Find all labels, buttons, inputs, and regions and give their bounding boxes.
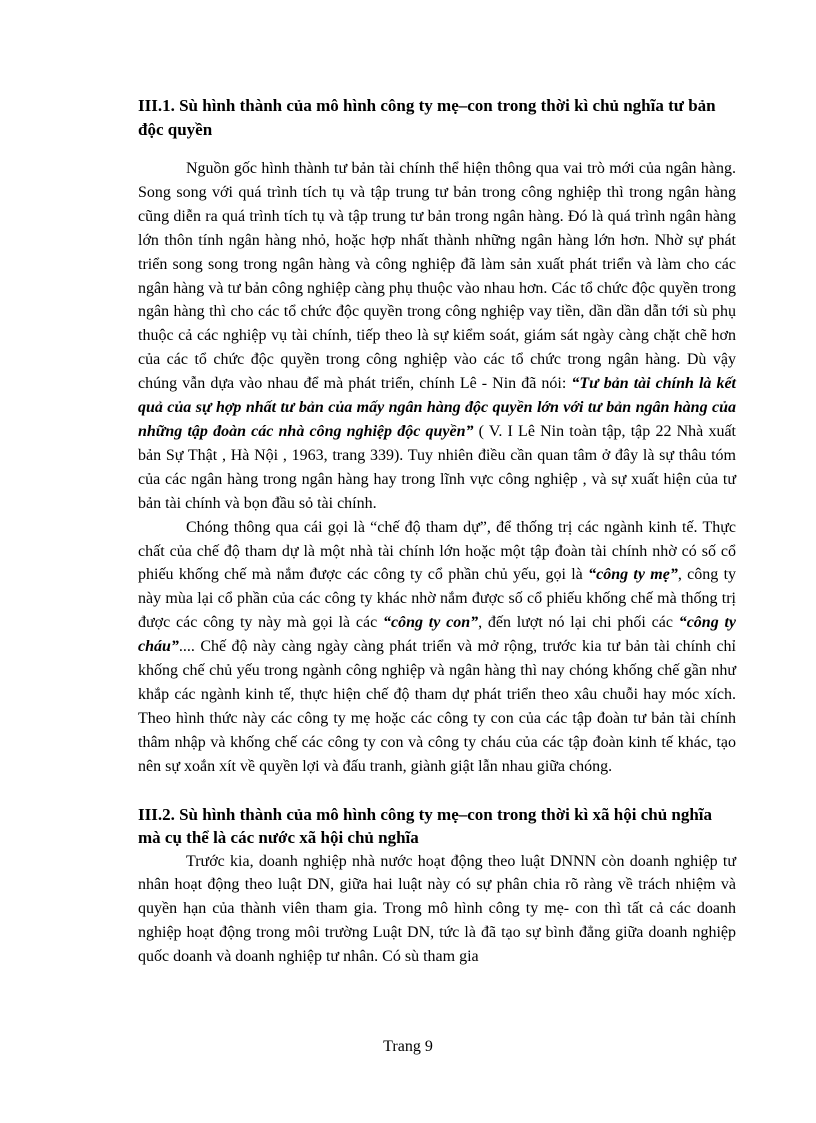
document-page (138, 94, 736, 969)
section-2-heading: III.2. Sù hình thành của mô hình công ty mẹ–con trong thời kì xã hội chủ nghĩa mà cụ thể là các nước xã hội chủ nghĩa (138, 804, 713, 848)
paragraph-text: , đến lượt nó lại chi phối các (478, 614, 679, 632)
section-1-paragraph-2 (138, 516, 736, 779)
section-1-heading: III.1. Sù hình thành của mô hình công ty mẹ–con trong thời kì chủ nghĩa tư bản độc quyền (138, 96, 716, 139)
paragraph-text: ( V. I Lê Nin toàn tập, tập 22 Nhà xuất bản Sự Thật , Hà Nội , 1963, trang 339). Tuy nhiên điều cần quan tâm ở đây là sự thâu tóm của các ngân hàng trong ngân hàng hay trong lĩnh vực công nghiệp , và sự xuất hiện của tư bản tài chính và bọn đầu sỏ tài chính. (138, 422, 736, 512)
paragraph-text: Nguồn gốc hình thành tư bản tài chính thể hiện thông qua vai trò mới của ngân hàng. Song song với quá trình tích tụ và tập trung tư bản trong công nghiệp thì trong ngân hàng cũng diễn ra quá trình tích tụ và tập trung tư bản trong ngân hàng. Đó là quá trình ngân hàng lớn thôn tính ngân hàng nhỏ, hoặc hợp nhất thành những ngân hàng lớn hơn. Nhờ sự phát triển song song trong ngân hàng và công nghiệp đã làm sản xuất phát triển và làm cho các ngân hàng và tư bản công nghiệp càng phụ thuộc vào nhau hơn. Các tổ chức độc quyền trong ngân hàng thì cho các tổ chức độc quyền trong công nghiệp vay tiền, dần dần dẫn tới sù phụ thuộc cả các nghiệp vụ tài chính, tiếp theo là sự kiểm soát, giám sát ngày càng chặt chẽ hơn của các tổ chức độc quyền trong công nghiệp vào các tổ chức trong ngân hàng. Dù vậy chúng vẫn dựa vào nhau để mà phát triển, chính Lê - Nin đã nói: (138, 160, 736, 393)
page-number: Trang 9 (383, 1038, 433, 1055)
term-grandchild-company: “công ty cháu” (138, 614, 737, 656)
term-parent-company: “công ty mẹ” (588, 566, 678, 584)
paragraph-text: .... Chế độ này càng ngày càng phát triển và mở rộng, trước kia tư bản tài chính chỉ khống chế chủ yếu trong ngành công nghiệp và ngân hàng thì nay chóng khống chế gần như khắp các ngành kinh tế, thực hiện chế độ tham dự phát triển theo xâu chuỗi hay móc xích. Theo hình thức này các công ty mẹ hoặc các công ty con của các tập đoàn tư bản tài chính thâm nhập và khống chế các công ty con và công ty cháu của các tập đoàn kinh tế khác, tạo nên sự xoắn xít về quyền lợi và đấu tranh, giành giật lẫn nhau giữa chóng. (138, 638, 736, 775)
lenin-quote: “Tư bản tài chính là kết quả của sự hợp nhất tư bản của mấy ngân hàng độc quyền lớn với tư bản ngân hàng của những tập đoàn các nhà công nghiệp độc quyền” (138, 375, 737, 440)
paragraph-text: Chóng thông qua cái gọi là “chế độ tham dự”, để thống trị các ngành kinh tế. Thực chất của chế độ tham dự là một nhà tài chính lớn hoặc một tập đoàn tài chính nhờ có số cổ phiếu khống chế mà nắm được các công ty cổ phần chủ yếu, gọi là (138, 518, 736, 584)
section-2-paragraph-1: Trước kia, doanh nghiệp nhà nước hoạt động theo luật DNNN còn doanh nghiệp tư nhân hoạt động theo luật DN, giữa hai luật này có sự phân chia rõ ràng về trách nhiệm và quyền hạn của thành viên tham gia. Trong mô hình công ty mẹ- con thì tất cả các doanh nghiệp hoạt động trong môi trường Luật DN, tức là đã tạo sự bình đẳng giữa doanh nghiệp quốc doanh và doanh nghiệp tư nhân. Có sù tham gia (138, 852, 736, 966)
term-subsidiary: “công ty con” (383, 614, 479, 632)
paragraph-text: , công ty này mùa lại cổ phần của các công ty khác nhờ nắm được số cổ phiếu khống chế mà thống trị được các công ty này mà gọi là các (138, 566, 737, 632)
section-1-paragraph-1 (138, 157, 736, 516)
